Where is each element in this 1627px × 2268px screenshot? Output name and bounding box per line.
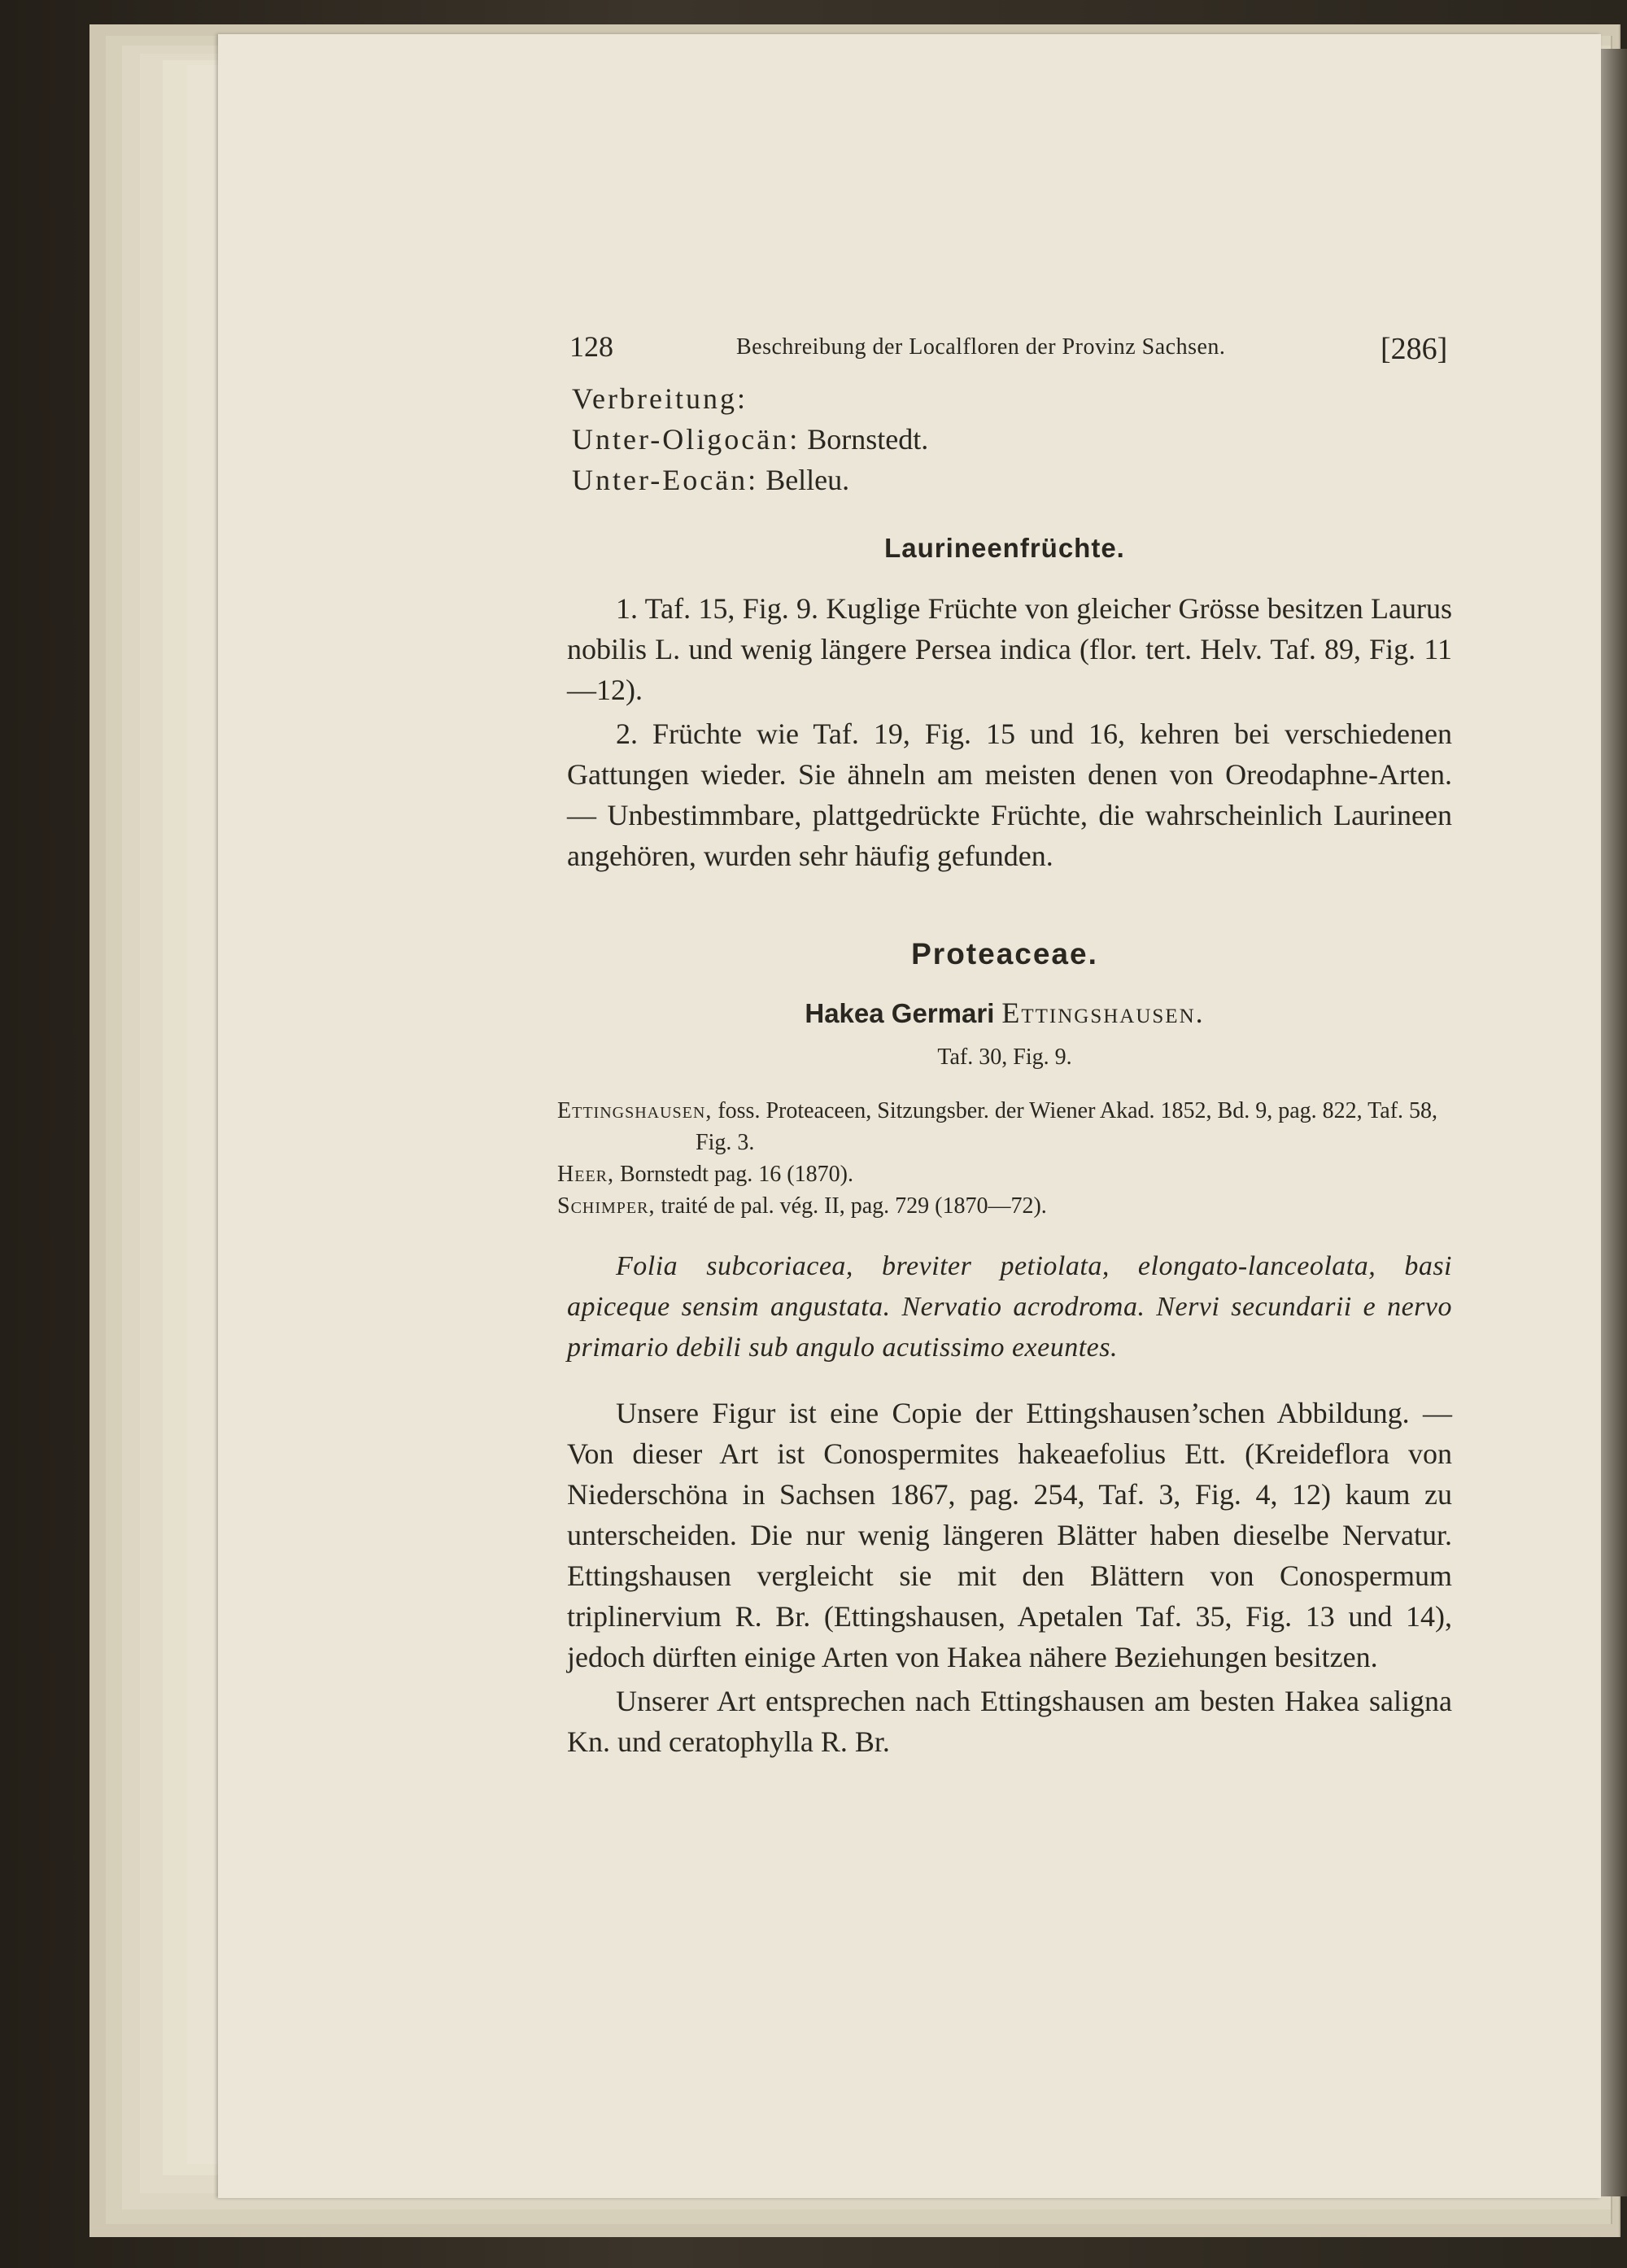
reference-text: traité de pal. vég. II, pag. 729 (1870—72). — [661, 1193, 1047, 1219]
proteaceae-paragraph-1: Unsere Figur ist eine Copie der Ettingshausen’schen Abbildung. — Von dieser Art ist Conospermites hakeaefolius Ett. (Kreideflora von Niederschöna in Sachsen 1867, pag. 254, Taf. 3, Fig. 4, 12) kaum zu unterscheiden. Die nur wenig längeren Blätter haben dieselbe Nervatur. Ettingshausen vergleicht sie mit den Blättern von Conospermum triplinervium R. Br. (Ettingshausen, Apetalen Taf. 35, Fig. 13 und 14), jedoch dürften einige Arten von Hakea nähere Beziehungen besitzen. — [567, 1397, 1452, 1673]
reference-list — [557, 1095, 1452, 1222]
reference-author: Heer, — [557, 1162, 614, 1187]
page-gutter-shadow — [1601, 49, 1627, 2196]
bracket-page-number: [286] — [1381, 332, 1448, 366]
reference-author: Ettingshausen, — [557, 1098, 713, 1123]
plate-reference: Taf. 30, Fig. 9. — [937, 1045, 1072, 1070]
distribution-label: Unter-Oligocän: — [572, 423, 800, 456]
reference-item — [557, 1158, 1452, 1190]
reference-author: Schimper, — [557, 1193, 656, 1219]
distribution-label: Unter-Eocän: — [572, 464, 759, 496]
distribution-line — [572, 460, 1452, 500]
distribution-place: Belleu. — [766, 464, 850, 496]
reference-text: Bornstedt pag. 16 (1870). — [620, 1162, 853, 1187]
latin-diagnosis: Folia subcoriacea, breviter petiolata, elongato-lanceolata, basi apiceque sensim angustata. Nervatio acrodroma. Nervi secundarii e nervo primario debili sub angulo acutissimo exeuntes. — [567, 1251, 1452, 1363]
species-heading — [557, 996, 1452, 1030]
distribution-line — [572, 419, 1452, 460]
laurineen-paragraph-2: 2. Früchte wie Taf. 19, Fig. 15 und 16, kehren bei verschiedenen Gattungen wieder. Sie ähneln am meisten denen von Oreodaphne-Arten. — Unbestimmbare, plattgedrückte Früchte, die wahrscheinlich Laurineen angehören, wurden sehr häufig gefunden. — [567, 717, 1452, 872]
laurineen-paragraph-1: 1. Taf. 15, Fig. 9. Kuglige Früchte von gleicher Grösse besitzen Laurus nobilis L. und wenig längere Persea indica (flor. tert. Helv. Taf. 89, Fig. 11—12). — [567, 592, 1452, 706]
distribution-heading: Verbreitung: — [572, 382, 748, 415]
page-content — [557, 321, 1452, 1762]
distribution-block — [572, 378, 1452, 500]
section-title-laurineen: Laurineenfrüchte. — [884, 533, 1125, 563]
species-name: Hakea Germari — [805, 998, 995, 1028]
reference-text: foss. Proteaceen, Sitzungsber. der Wiener Akad. 1852, Bd. 9, pag. 822, Taf. 58, Fig. 3. — [696, 1098, 1438, 1155]
running-title: Beschreibung der Localfloren der Provinz Sachsen. — [736, 334, 1226, 360]
reference-item — [557, 1190, 1452, 1222]
page-number: 128 — [569, 330, 613, 363]
proteaceae-paragraph-2: Unserer Art entsprechen nach Ettingshausen am besten Hakea saligna Kn. und ceratophylla R. Br. — [567, 1685, 1452, 1758]
running-header — [557, 321, 1452, 378]
species-author: Ettingshausen. — [1001, 997, 1205, 1029]
reference-item — [557, 1095, 1452, 1158]
distribution-place: Bornstedt. — [807, 423, 929, 456]
section-title-proteaceae: Proteaceae. — [911, 937, 1098, 970]
